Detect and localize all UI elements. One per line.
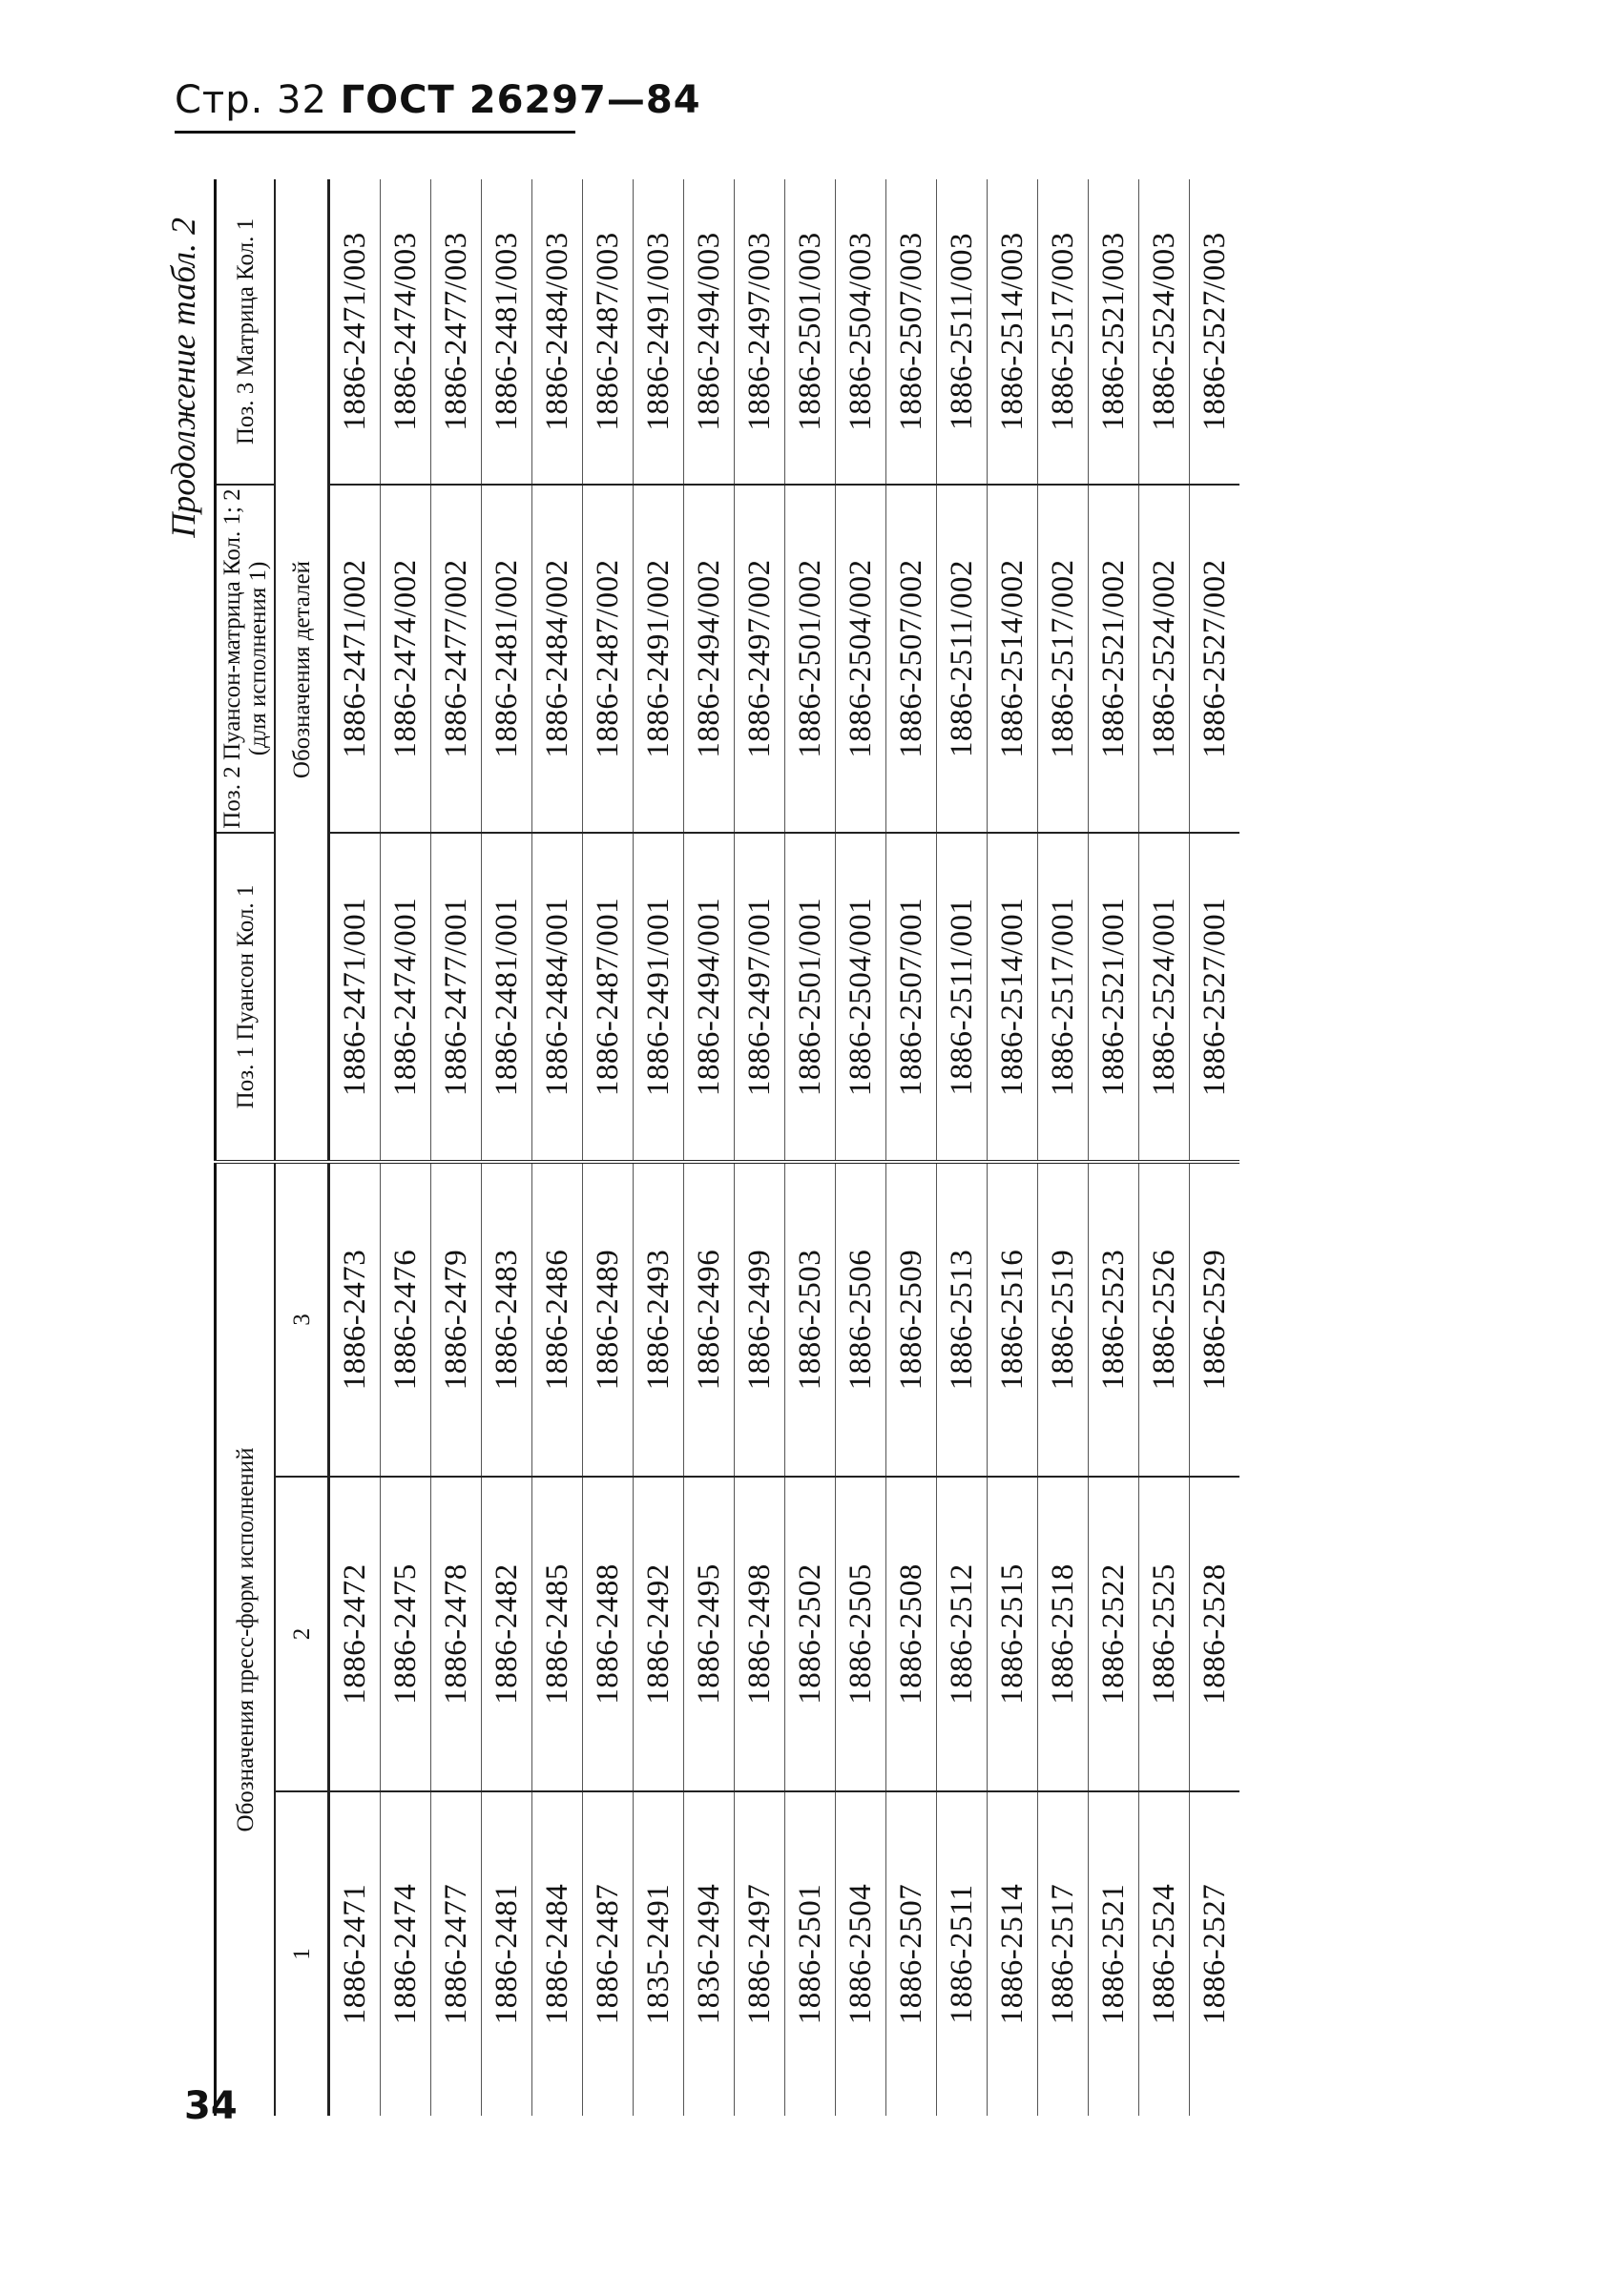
page-number: 34 (184, 2084, 238, 2128)
table-cell: 1886-2504/003 (836, 179, 886, 485)
table-cell: 1886-2493 (634, 1162, 684, 1477)
table-cell: 1886-2507/002 (886, 485, 937, 833)
table-cell: 1886-2513 (937, 1162, 988, 1477)
table-cell: 1886-2504/002 (836, 485, 886, 833)
table-row (583, 179, 634, 2116)
table-cell: 1886-2502 (785, 1477, 836, 1791)
table-cell: 1886-2511/002 (937, 485, 988, 833)
table-row (988, 179, 1038, 2116)
group-header-parts: Обозначения деталей (275, 179, 329, 1162)
table-cell: 1886-2498 (735, 1477, 785, 1791)
table-cell: 1886-2474 (381, 1791, 431, 2116)
table-cell: 1886-2485 (532, 1477, 583, 1791)
table-cell: 1886-2471/001 (329, 833, 381, 1162)
table-cell: 1886-2484 (532, 1791, 583, 2116)
col-header-pos3: Поз. 3 Матрица Кол. 1 (216, 179, 276, 485)
table-cell: 1886-2477/003 (431, 179, 482, 485)
table-row (785, 179, 836, 2116)
group-header-press: Обозначения пресс-форм исполнений (216, 1162, 276, 2116)
table-cell: 1886-2503 (785, 1162, 836, 1477)
table-cell: 1886-2494/002 (684, 485, 735, 833)
table-cell: 1886-2487/002 (583, 485, 634, 833)
table-cell: 1886-2501 (785, 1791, 836, 2116)
rotated-table-area (155, 179, 1232, 2116)
table-cell: 1886-2508 (886, 1477, 937, 1791)
table-row (836, 179, 886, 2116)
table-cell: 1886-2491/003 (634, 179, 684, 485)
table-cell: 1886-2471/002 (329, 485, 381, 833)
table-cell: 1886-2518 (1038, 1477, 1089, 1791)
table-cell: 1886-2511/003 (937, 179, 988, 485)
table-cell: 1886-2474/001 (381, 833, 431, 1162)
table-row (634, 179, 684, 2116)
table-row (684, 179, 735, 2116)
table-cell: 1886-2524/001 (1139, 833, 1190, 1162)
table-row (1038, 179, 1089, 2116)
table-row (482, 179, 532, 2116)
table-cell: 1886-2528 (1190, 1477, 1240, 1791)
table-cell: 1886-2491/001 (634, 833, 684, 1162)
page-header (175, 78, 701, 122)
table-cell: 1886-2524/003 (1139, 179, 1190, 485)
col-header-2: 2 (275, 1477, 329, 1791)
table-row (1089, 179, 1139, 2116)
table-cell: 1886-2515 (988, 1477, 1038, 1791)
table-cell: 1886-2478 (431, 1477, 482, 1791)
table-cell: 1886-2487/003 (583, 179, 634, 485)
table-cell: 1886-2511/001 (937, 833, 988, 1162)
standard-code: ГОСТ 26297—84 (340, 78, 701, 122)
table-row (532, 179, 583, 2116)
table-cell: 1886-2527 (1197, 1883, 1232, 2025)
table-cell: 1886-2497/002 (735, 485, 785, 833)
continuation-caption: Продолжение табл. 2 (164, 217, 202, 538)
table-cell: 1886-2519 (1038, 1162, 1089, 1477)
table-cell: 1886-2474/002 (381, 485, 431, 833)
table-cell: 1886-2521 (1089, 1791, 1139, 2116)
col-header-pos2: Поз. 2 Пуансон-матрица Кол. 1; 2 (для исполнения 1) (216, 485, 276, 833)
table-cell: 1886-2484/001 (532, 833, 583, 1162)
table-cell: 1886-2504 (836, 1791, 886, 2116)
table-cell: 1886-2491/002 (634, 485, 684, 833)
table-cell: 1886-2481 (482, 1791, 532, 2116)
table-cell: 1886-2505 (836, 1477, 886, 1791)
table-cell: 1886-2514/002 (988, 485, 1038, 833)
table-cell: 1886-2516 (988, 1162, 1038, 1477)
table-cell: 1886-2521/002 (1089, 485, 1139, 833)
table-cell: 1886-2527/001 (1190, 833, 1240, 1162)
table-cell: 1886-2521/001 (1089, 833, 1139, 1162)
table-cell: 1886-2477/002 (431, 485, 482, 833)
table-cell: 1886-2506 (836, 1162, 886, 1477)
table-cell: 1886-2492 (634, 1477, 684, 1791)
table-cell: 1886-2488 (583, 1477, 634, 1791)
page-prefix: Стр. 32 (175, 78, 327, 122)
table-cell: 1886-2477 (431, 1791, 482, 2116)
table-cell: 1886-2475 (381, 1477, 431, 1791)
table-cell: 1886-2517/003 (1038, 179, 1089, 485)
table-cell: 1886-2524 (1139, 1791, 1190, 2116)
table-cell: 1886-2495 (684, 1477, 735, 1791)
table-cell: 1886-2504/001 (836, 833, 886, 1162)
table-cell: 1886-2527/002 (1190, 485, 1240, 833)
table-cell: 1886-2472 (329, 1477, 381, 1791)
table-cell: 1886-2527/003 (1190, 179, 1240, 485)
table-body (329, 179, 1240, 2116)
table-cell: 1886-2496 (684, 1162, 735, 1477)
table-cell: 1886-2489 (583, 1162, 634, 1477)
table-row (1139, 179, 1190, 2116)
table-cell: 1886-2525 (1139, 1477, 1190, 1791)
table-cell: 1886-2497/003 (735, 179, 785, 485)
table-cell: 1886-2517 (1038, 1791, 1089, 2116)
table-cell: 1886-2483 (482, 1162, 532, 1477)
table-cell: 1886-2514 (988, 1791, 1038, 2116)
table-cell: 1886-2481/002 (482, 485, 532, 833)
table-cell: 1886-2501/001 (785, 833, 836, 1162)
table-row (381, 179, 431, 2116)
table-cell: 1886-2514/003 (988, 179, 1038, 485)
table-cell: 1886-2494/003 (684, 179, 735, 485)
table-cell: 1886-2484/003 (532, 179, 583, 485)
table-cell: 1886-2497/001 (735, 833, 785, 1162)
table-cell: 1886-2487/001 (583, 833, 634, 1162)
table-cell: 1886-2486 (532, 1162, 583, 1477)
table-cell: 1886-2522 (1089, 1477, 1139, 1791)
table-cell: 1886-2511 (937, 1791, 988, 2116)
table-cell: 1886-2494/001 (684, 833, 735, 1162)
designation-table (214, 179, 1239, 2116)
table-cell: 1886-2501/002 (785, 485, 836, 833)
table-cell: 1886-2521/003 (1089, 179, 1139, 485)
table-row (329, 179, 381, 2116)
table-cell: 1886-2471/003 (329, 179, 381, 485)
table-cell: 1886-2523 (1089, 1162, 1139, 1477)
col-header-3: 3 (275, 1162, 329, 1477)
table-cell: 1886-2482 (482, 1477, 532, 1791)
table-cell: 1886-2474/003 (381, 179, 431, 485)
table-cell: 1886-2497 (735, 1791, 785, 2116)
header-rule (175, 131, 575, 134)
table-row (431, 179, 482, 2116)
table-cell: 1886-2507/003 (886, 179, 937, 485)
table-cell: 1886-2479 (431, 1162, 482, 1477)
table-cell: 1886-2501/003 (785, 179, 836, 485)
table-cell: 1886-2524/002 (1139, 485, 1190, 833)
table-cell: 1886-2512 (937, 1477, 988, 1791)
col-header-1: 1 (275, 1791, 329, 2116)
col-header-pos1: Поз. 1 Пуансон Кол. 1 (216, 833, 276, 1162)
table-cell: 1886-2487 (583, 1791, 634, 2116)
table-row (1190, 179, 1240, 2116)
table-cell: 1886-2481/001 (482, 833, 532, 1162)
table-cell: 1886-2526 (1139, 1162, 1190, 1477)
table-cell: 1886-2484/002 (532, 485, 583, 833)
table-cell: 1886-2507/001 (886, 833, 937, 1162)
table-cell: 1886-2514/001 (988, 833, 1038, 1162)
table-cell: 1886-2509 (886, 1162, 937, 1477)
table-cell: 1886-2471 (329, 1791, 381, 2116)
table-cell: 1886-2477/001 (431, 833, 482, 1162)
table-cell: 1886-2481/003 (482, 179, 532, 485)
table-cell: 1886-2529 (1190, 1162, 1240, 1477)
table-cell: 1886-2517/001 (1038, 833, 1089, 1162)
table-cell: 1886-2473 (329, 1162, 381, 1477)
table-row (735, 179, 785, 2116)
table-cell: 1886-2499 (735, 1162, 785, 1477)
table-cell: 1835-2491 (634, 1791, 684, 2116)
table-cell: 1886-2517/002 (1038, 485, 1089, 833)
table-cell: 1886-2476 (381, 1162, 431, 1477)
table-cell: 1836-2494 (684, 1791, 735, 2116)
table-row (886, 179, 937, 2116)
table-row (937, 179, 988, 2116)
table-cell: 1886-2507 (886, 1791, 937, 2116)
